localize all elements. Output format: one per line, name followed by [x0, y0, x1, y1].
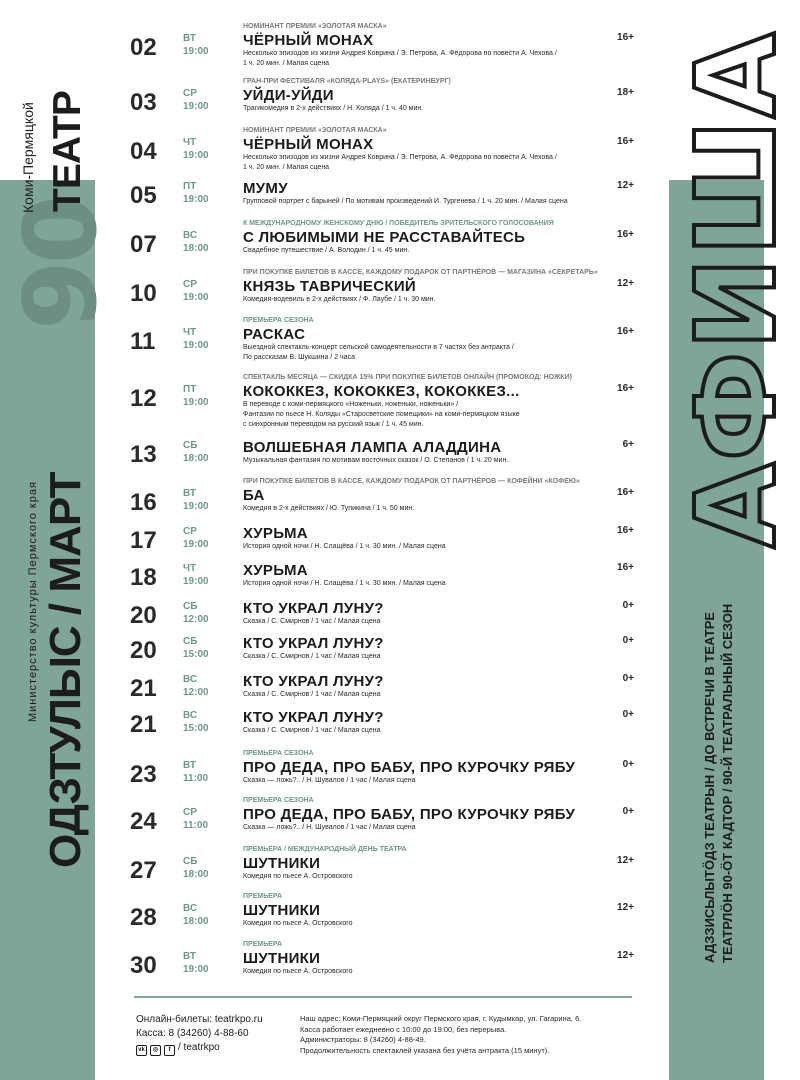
event-description: Сказка / С. Смирнов / 1 час / Малая сцена: [243, 727, 381, 734]
season-line-1: АДЗЗИСЬЛЫТÖДЗ ТЕАТРЫН / ДО ВСТРЕЧИ В ТЕАТРЕ: [702, 611, 717, 963]
event-time: 12:00: [183, 687, 209, 698]
event-info: [243, 22, 603, 69]
event-time: 18:00: [183, 243, 209, 254]
event-info: [243, 845, 603, 882]
event-note: К МЕЖДУНАРОДНОМУ ЖЕНСКОМУ ДНЮ / ПОБЕДИТЕЛЬ ЗРИТЕЛЬСКОГО ГОЛОСОВАНИЯ: [243, 220, 554, 227]
age-rating: 0+: [622, 635, 634, 646]
instagram-icon[interactable]: ◎: [150, 1045, 161, 1056]
event-info: [243, 796, 603, 833]
event-weekday-time: [183, 709, 209, 735]
event-time: 11:00: [183, 820, 209, 831]
theatre-logo-word: ТЕАТР: [46, 91, 89, 212]
age-rating: 16+: [617, 229, 634, 240]
event-title[interactable]: ПРО ДЕДА, ПРО БАБУ, ПРО КУРОЧКУ РЯБУ: [243, 806, 576, 823]
event-note: ПРЕМЬЕРА СЕЗОНА: [243, 317, 314, 324]
event-note: ПРЕМЬЕРА: [243, 893, 283, 900]
event-weekday: ВС: [183, 903, 198, 914]
hours-text: Касса работает ежедневно с 10:00 до 19:00, без перерыва.: [300, 1024, 507, 1034]
admins-phone: Администраторы: 8 (34260) 4-88-49.: [300, 1035, 426, 1044]
event-description: Комедия по пьесе А. Островского: [243, 968, 353, 975]
event-time: 19:00: [183, 340, 209, 351]
event-weekday: ВТ: [183, 33, 196, 44]
event-day: 07: [130, 231, 157, 258]
event-description: 1 ч. 20 мин. / Малая сцена: [243, 60, 330, 67]
event-weekday-time: [183, 759, 208, 785]
event-weekday-time: [183, 525, 209, 551]
event-title[interactable]: УЙДИ-УЙДИ: [243, 87, 334, 104]
event-time: 19:00: [183, 194, 209, 205]
event-day: 17: [130, 527, 157, 554]
event-description: В переводе с коми-пермяцкого «Ноженьки, ноженьки, ноженьки» /: [243, 401, 459, 408]
event-description: Комедия-водевиль в 2-х действиях / Ф. Лаубе / 1 ч. 30 мин.: [243, 296, 436, 303]
age-rating: 16+: [617, 525, 634, 536]
event-day: 24: [130, 808, 157, 835]
event-description: История одной ночи / Н. Слащёва / 1 ч. 30 мин. / Малая сцена: [243, 580, 446, 587]
event-time: 15:00: [183, 723, 209, 734]
event-title[interactable]: ХУРЬМА: [243, 562, 308, 579]
event-note: [243, 699, 603, 709]
event-note: [243, 429, 603, 439]
event-note: ПРИ ПОКУПКЕ БИЛЕТОВ В КАССЕ, КАЖДОМУ ПОДАРОК ОТ ПАРТНЁРОВ — КОФЕЙНИ «КОФЕЮ»: [243, 478, 580, 485]
event-weekday-time: [183, 600, 209, 626]
event-note: [243, 590, 603, 600]
age-rating: 16+: [617, 562, 634, 573]
ministry-label: Министерство культуры Пермского края: [27, 481, 39, 722]
event-description: с синхронным переводом на русский язык / 1 ч. 45 мин.: [243, 421, 424, 428]
age-rating: 0+: [622, 600, 634, 611]
age-rating: 18+: [617, 87, 634, 98]
event-title[interactable]: КТО УКРАЛ ЛУНУ?: [243, 709, 384, 726]
event-description: Сказка / С. Смирнов / 1 час / Малая сцена: [243, 691, 381, 698]
event-day: 03: [130, 89, 157, 116]
age-rating: 6+: [622, 439, 634, 450]
event-title[interactable]: БА: [243, 487, 265, 504]
event-day: 05: [130, 182, 157, 209]
age-rating: 0+: [622, 759, 634, 770]
event-note: [243, 515, 603, 525]
event-title[interactable]: РАСКАС: [243, 326, 306, 343]
event-title[interactable]: ПРО ДЕДА, ПРО БАБУ, ПРО КУРОЧКУ РЯБУ: [243, 759, 576, 776]
event-info: [243, 477, 603, 514]
age-rating: 16+: [617, 383, 634, 394]
event-weekday-time: [183, 950, 209, 976]
event-time: 15:00: [183, 649, 209, 660]
event-weekday: ВС: [183, 230, 198, 241]
event-description: Фантазии по пьесе Н. Коляды «Старосветские помещики» на коми-пермяцком языке: [243, 411, 520, 418]
event-note: ПРЕМЬЕРА: [243, 941, 283, 948]
event-time: 19:00: [183, 150, 209, 161]
event-note: [243, 170, 603, 180]
age-rating: 12+: [617, 855, 634, 866]
month-title: ОДЗТУЛЫС / МАРТ: [41, 472, 90, 868]
footer-info: [300, 1014, 581, 1056]
event-description: Комедия в 2-х действиях / Ю. Тупикина / 1 ч. 50 мин.: [243, 505, 415, 512]
event-title[interactable]: ХУРЬМА: [243, 525, 308, 542]
age-rating: 12+: [617, 950, 634, 961]
event-title[interactable]: ЧЁРНЫЙ МОНАХ: [243, 136, 374, 153]
event-weekday: ЧТ: [183, 137, 197, 148]
event-description: Сказка — ложь?.. / Н. Шувалов / 1 час / Малая сцена: [243, 824, 416, 831]
event-note: НОМИНАНТ ПРЕМИИ «ЗОЛОТАЯ МАСКА»: [243, 127, 387, 134]
event-description: Сказка / С. Смирнов / 1 час / Малая сцена: [243, 618, 381, 625]
event-weekday: СР: [183, 526, 197, 537]
event-weekday: СР: [183, 807, 197, 818]
address-text: Наш адрес: Коми-Пермяцкий округ Пермского края, г. Кудымкар, ул. Гагарина, 6.: [300, 1014, 582, 1023]
theatre-subtitle: Коми-Пермяцкой: [20, 102, 36, 213]
event-description: Сказка / С. Смирнов / 1 час / Малая сцена: [243, 653, 381, 660]
event-time: 19:00: [183, 501, 209, 512]
event-weekday-time: [183, 635, 209, 661]
event-weekday-time: [183, 439, 209, 465]
event-note: ПРЕМЬЕРА СЕЗОНА: [243, 750, 314, 757]
event-title[interactable]: С ЛЮБИМЫМИ НЕ РАССТАВАЙТЕСЬ: [243, 229, 526, 246]
event-time: 19:00: [183, 46, 209, 57]
event-title[interactable]: ШУТНИКИ: [243, 855, 321, 872]
event-day: 16: [130, 489, 157, 516]
box-office-phone: Касса: 8 (34260) 4-88-60: [136, 1028, 249, 1039]
event-weekday-time: [183, 326, 209, 352]
event-description: Выездной спектакль-концерт сельской самодеятельности в 7 частях без антракта /: [243, 344, 514, 351]
age-rating: 0+: [622, 709, 634, 720]
event-day: 10: [130, 280, 157, 307]
event-weekday: СР: [183, 279, 197, 290]
event-info: [243, 126, 603, 173]
event-time: 11:00: [183, 773, 209, 784]
event-time: 19:00: [183, 964, 209, 975]
event-day: 30: [130, 952, 157, 979]
event-day: 04: [130, 138, 157, 165]
facebook-icon[interactable]: f: [164, 1045, 175, 1056]
social-row: [136, 1041, 263, 1056]
event-description: История одной ночи / Н. Слащёва / 1 ч. 30 мин. / Малая сцена: [243, 543, 446, 550]
event-weekday: ПТ: [183, 181, 197, 192]
footer-divider: [134, 996, 632, 998]
event-info: [243, 77, 603, 114]
event-weekday-time: [183, 673, 209, 699]
event-description: Комедия по пьесе А. Островского: [243, 920, 353, 927]
event-weekday: ЧТ: [183, 327, 197, 338]
event-weekday: СБ: [183, 856, 198, 867]
event-description: Групповой портрет с барыней / По мотивам произведений И. Тургенева / 1 ч. 20 мин. / Малая сцена: [243, 198, 568, 205]
event-weekday: ВТ: [183, 760, 196, 771]
event-info: [243, 373, 603, 430]
event-weekday: СБ: [183, 440, 198, 451]
event-info: [243, 940, 603, 977]
event-weekday: СР: [183, 88, 197, 99]
event-title[interactable]: КОКОККЕЗ, КОКОККЕЗ, КОКОККЕЗ...: [243, 383, 520, 400]
event-time: 19:00: [183, 539, 209, 550]
age-rating: 16+: [617, 32, 634, 43]
event-day: 23: [130, 761, 157, 788]
age-rating: 12+: [617, 180, 634, 191]
age-rating: 16+: [617, 326, 634, 337]
event-description: 1 ч. 20 мин. / Малая сцена: [243, 164, 330, 171]
event-weekday-time: [183, 383, 209, 409]
age-rating: 0+: [622, 673, 634, 684]
event-weekday: ВТ: [183, 488, 196, 499]
event-info: [243, 663, 603, 700]
event-time: 18:00: [183, 916, 209, 927]
event-note: ПРЕМЬЕРА СЕЗОНА: [243, 797, 314, 804]
event-description: Комедия по пьесе А. Островского: [243, 873, 353, 880]
event-note: [243, 625, 603, 635]
event-time: 19:00: [183, 397, 209, 408]
event-description: По рассказам В. Шукшина / 2 часа: [243, 354, 355, 361]
event-title[interactable]: КТО УКРАЛ ЛУНУ?: [243, 673, 384, 690]
social-handle[interactable]: / teatrkpo: [178, 1042, 220, 1053]
event-day: 18: [130, 564, 157, 591]
event-info: [243, 590, 603, 627]
event-day: 12: [130, 385, 157, 412]
event-day: 13: [130, 441, 157, 468]
afisha-heading: АФИША: [672, 30, 800, 548]
age-rating: 0+: [622, 806, 634, 817]
event-info: [243, 625, 603, 662]
event-time: 19:00: [183, 576, 209, 587]
season-line-2: ТЕАТРЛÖН 90-ÖТ КАДТОР / 90-Й ТЕАТРАЛЬНЫЙ СЕЗОН: [720, 603, 735, 963]
event-weekday-time: [183, 180, 209, 206]
event-info: [243, 268, 603, 305]
event-info: [243, 515, 603, 552]
footer-contacts: [136, 1013, 263, 1056]
event-description: Музыкальная фантазия по мотивам восточных сказок / О. Степанов / 1 ч. 20 мин.: [243, 457, 509, 464]
event-time: 18:00: [183, 869, 209, 880]
event-title[interactable]: ЧЁРНЫЙ МОНАХ: [243, 32, 374, 49]
age-rating: 12+: [617, 902, 634, 913]
event-title[interactable]: ШУТНИКИ: [243, 902, 321, 919]
event-day: 21: [130, 675, 157, 702]
event-weekday: ВС: [183, 674, 198, 685]
event-weekday: СБ: [183, 636, 198, 647]
event-weekday-time: [183, 487, 209, 513]
event-note: ПРИ ПОКУПКЕ БИЛЕТОВ В КАССЕ, КАЖДОМУ ПОДАРОК ОТ ПАРТНЁРОВ — МАГАЗИНА «СЕКРЕТАРЬ»: [243, 269, 598, 276]
event-info: [243, 892, 603, 929]
event-info: [243, 429, 603, 466]
event-day: 28: [130, 904, 157, 931]
event-weekday: ПТ: [183, 384, 197, 395]
event-info: [243, 316, 603, 363]
event-info: [243, 552, 603, 589]
event-description: Трагикомедия в 2-х действиях / Н. Коляда / 1 ч. 40 мин.: [243, 105, 424, 112]
event-note: [243, 552, 603, 562]
event-description: Несколько эпизодов из жизни Андрея Коврина / Э. Петрова, А. Фёдорова по повести А. Чехова /: [243, 50, 557, 57]
event-note: ГРАН-ПРИ ФЕСТИВАЛЯ «КОЛЯДА-PLAYS» (ЕКАТЕРИНБУРГ): [243, 78, 451, 85]
event-time: 19:00: [183, 101, 209, 112]
event-weekday-time: [183, 806, 208, 832]
event-weekday-time: [183, 855, 209, 881]
age-rating: 12+: [617, 278, 634, 289]
event-time: 12:00: [183, 614, 209, 625]
event-info: [243, 749, 603, 786]
event-title[interactable]: МУМУ: [243, 180, 288, 197]
age-rating: 16+: [617, 487, 634, 498]
event-title[interactable]: ШУТНИКИ: [243, 950, 321, 967]
event-time: 19:00: [183, 292, 209, 303]
duration-note: Продолжительность спектаклей указана без учёта антракта (15 минут).: [300, 1045, 550, 1055]
event-weekday: СБ: [183, 601, 198, 612]
event-day: 20: [130, 602, 157, 629]
event-note: НОМИНАНТ ПРЕМИИ «ЗОЛОТАЯ МАСКА»: [243, 23, 387, 30]
event-day: 11: [130, 328, 156, 355]
event-day: 27: [130, 857, 157, 884]
event-info: [243, 170, 603, 207]
event-weekday-time: [183, 87, 209, 113]
online-tickets-link[interactable]: Онлайн-билеты: teatrkpo.ru: [136, 1014, 263, 1025]
event-title[interactable]: ВОЛШЕБНАЯ ЛАМПА АЛАДДИНА: [243, 439, 502, 456]
event-weekday-time: [183, 902, 209, 928]
event-day: 20: [130, 637, 157, 664]
event-title[interactable]: КТО УКРАЛ ЛУНУ?: [243, 635, 384, 652]
event-weekday: ВТ: [183, 951, 196, 962]
event-description: Несколько эпизодов из жизни Андрея Коврина / Э. Петрова, А. Фёдорова по повести А. Чехова /: [243, 154, 557, 161]
event-weekday-time: [183, 136, 209, 162]
event-description: Свадебное путешествие / А. Володин / 1 ч. 45 мин.: [243, 247, 410, 254]
event-day: 02: [130, 34, 157, 61]
event-note: ПРЕМЬЕРА / МЕЖДУНАРОДНЫЙ ДЕНЬ ТЕАТРА: [243, 846, 407, 853]
age-rating: 16+: [617, 136, 634, 147]
anniversary-number: 90: [2, 198, 119, 330]
event-weekday-time: [183, 229, 209, 255]
event-note: [243, 663, 603, 673]
event-info: [243, 699, 603, 736]
event-info: [243, 219, 603, 256]
event-title[interactable]: КНЯЗЬ ТАВРИЧЕСКИЙ: [243, 278, 416, 295]
event-description: Сказка — ложь?.. / Н. Шувалов / 1 час / Малая сцена: [243, 777, 416, 784]
event-day: 21: [130, 711, 157, 738]
event-title[interactable]: КТО УКРАЛ ЛУНУ?: [243, 600, 384, 617]
event-weekday-time: [183, 32, 209, 58]
event-note: СПЕКТАКЛЬ МЕСЯЦА — СКИДКА 15% ПРИ ПОКУПКЕ БИЛЕТОВ ОНЛАЙН (ПРОМОКОД: НОЖКИ): [243, 374, 572, 381]
event-weekday-time: [183, 278, 209, 304]
event-time: 18:00: [183, 453, 209, 464]
vk-icon[interactable]: vk: [136, 1045, 147, 1056]
event-weekday-time: [183, 562, 209, 588]
event-weekday: ЧТ: [183, 563, 197, 574]
event-weekday: ВС: [183, 710, 198, 721]
social-icons: [136, 1041, 178, 1056]
